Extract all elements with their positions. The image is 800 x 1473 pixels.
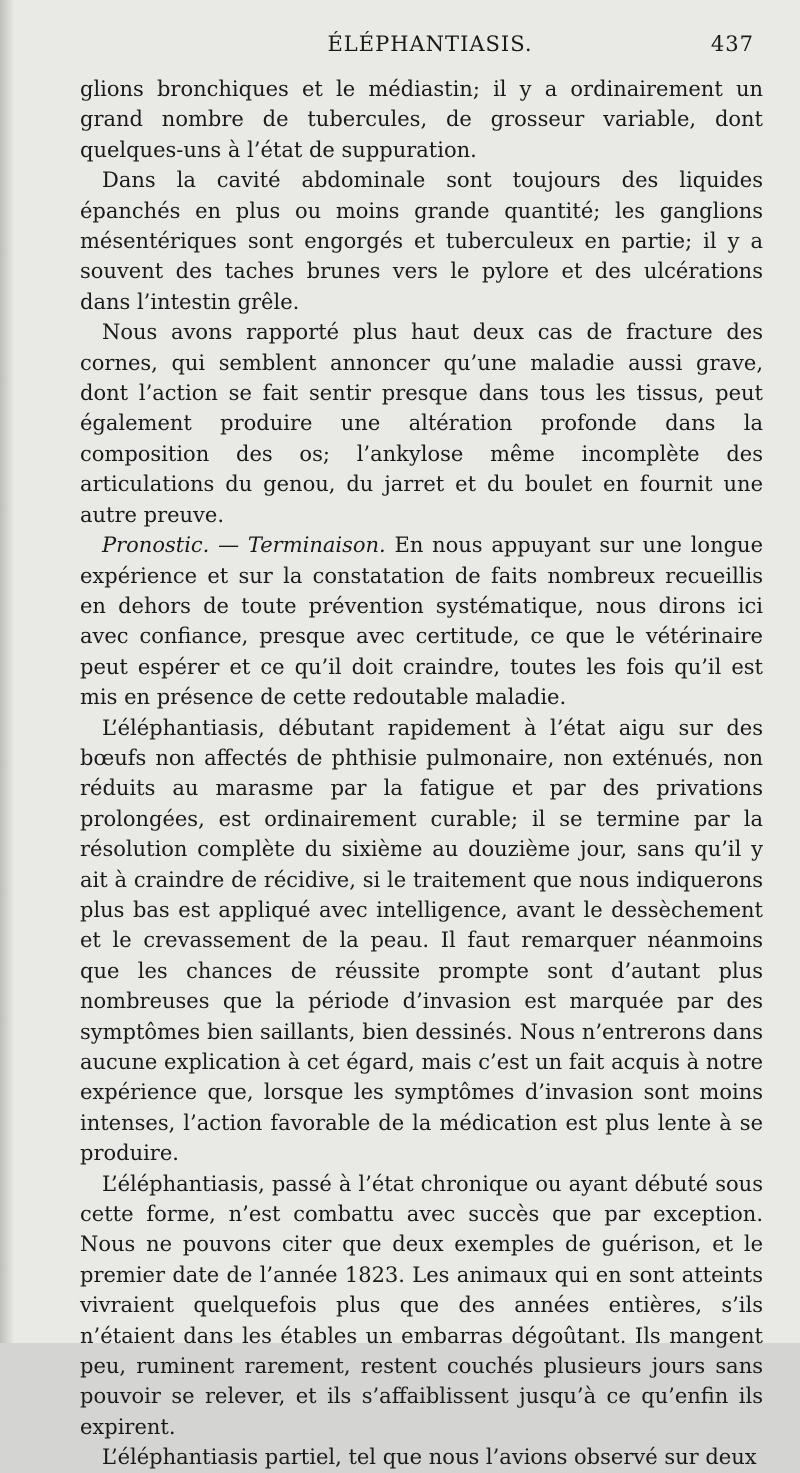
paragraph-text: En nous appuyant sur une longue expérience et sur la constatation de faits nombreux recueillis en dehors de toute prévention systématique, nous dirons ici avec confiance, presque avec certitude, ce que le vétérinaire peut espérer et ce qu’il doit craindre, toutes les fois qu’il est mis en présence de cette redoutable maladie. [80,533,763,710]
paragraph [80,1442,763,1472]
paragraph-text: Dans la cavité abdominale sont toujours des liquides épanchés en plus ou moins grande quantité; les ganglions mésentériques sont engorgés et tuberculeux en partie; il y a souvent des taches brunes vers le pylore et des ulcérations dans l’intestin grêle. [80,168,763,314]
paragraph [80,530,763,712]
paragraph [80,1169,763,1443]
page-number: 437 [710,32,754,56]
body-text [80,74,763,1473]
section-rubric: Pronostic. — Terminaison. [102,533,386,558]
paragraph-text: L’éléphantiasis partiel, tel que nous l’avions observé sur deux [102,1445,757,1470]
paragraph [80,165,763,317]
paragraph-text: L’éléphantiasis, passé à l’état chronique ou ayant débuté sous cette forme, n’est combattu avec succès que par exception. Nous ne pouvons citer que deux exemples de guérison, et le premier date de l’année 1823. Les animaux qui en sont atteints vivraient quelquefois plus que des années entières, s’ils n’étaient dans les étables un embarras dégoûtant. Ils mangent peu, ruminent rarement, restent couchés plusieurs jours sans pouvoir se relever, et ils s’affaiblissent jusqu’à ce qu’enfin ils expirent. [80,1171,763,1439]
paragraph [80,317,763,530]
paragraph-continued [80,74,763,165]
running-title: ÉLÉPHANTIASIS. [327,32,533,56]
paragraph [80,713,763,1169]
paragraph-text: glions bronchiques et le médiastin; il y a ordinairement un grand nombre de tubercules, de grosseur variable, dont quelques-uns à l’état de suppuration. [80,77,763,162]
paragraph-text: L’éléphantiasis, débutant rapidement à l’état aigu sur des bœufs non affectés de phthisie pulmonaire, non exténués, non réduits au marasme par la fatigue et par des privations prolongées, est ordinairement curable; il se termine par la résolution complète du sixième au douzième jour, sans qu’il y ait à craindre de récidive, si le traitement que nous indiquerons plus bas est appliqué avec intelligence, avant le dessèchement et le crevassement de la peau. Il faut remarquer néanmoins que les chances de réussite prompte sont d’autant plus nombreuses que la période d’invasion est marquée par des symptômes bien saillants, bien dessinés. Nous n’entrerons dans aucune explication à cet égard, mais c’est un fait acquis à notre expérience que, lorsque les symptômes d’invasion sont moins intenses, l’action favorable de la médication est plus lente à se produire. [80,715,763,1166]
paragraph-text: Nous avons rapporté plus haut deux cas de fracture des cornes, qui semblent annoncer qu’une maladie aussi grave, dont l’action se fait sentir presque dans tous les tissus, peut également produire une altération profonde dans la composition des os; l’ankylose même incomplète des articulations du genou, du jarret et du boulet en fournit une autre preuve. [80,320,763,527]
page-header [80,32,760,62]
binding-shadow [0,0,14,1343]
